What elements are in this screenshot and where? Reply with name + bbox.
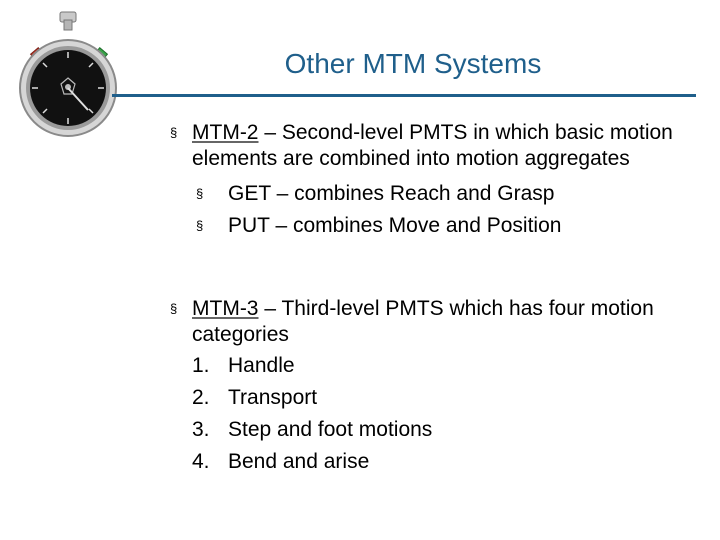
sub-marker: § bbox=[196, 186, 204, 201]
bullet-text bbox=[192, 120, 690, 172]
numbered-item-text: Transport bbox=[228, 386, 318, 409]
title-divider bbox=[112, 94, 696, 97]
sub-list bbox=[192, 178, 690, 242]
bullet-term: MTM-3 bbox=[192, 297, 259, 320]
numbered-item-text: Step and foot motions bbox=[228, 418, 433, 441]
bullet-description: – Second-level PMTS in which basic motion elements are combined into motion aggregates bbox=[192, 121, 673, 170]
number-marker: 1. bbox=[192, 354, 210, 377]
bullet-marker: § bbox=[170, 125, 178, 140]
stopwatch-icon bbox=[14, 10, 126, 140]
bullet-mtm-2 bbox=[150, 120, 690, 242]
numbered-list bbox=[192, 350, 690, 478]
numbered-item-step-foot bbox=[192, 414, 690, 446]
bullet-mtm-3 bbox=[150, 296, 690, 478]
sub-item-text: GET – combines Reach and Grasp bbox=[228, 182, 555, 205]
bullet-text bbox=[192, 296, 690, 348]
sub-marker: § bbox=[196, 218, 204, 233]
sub-item-get bbox=[192, 178, 690, 210]
sub-item-text: PUT – combines Move and Position bbox=[228, 214, 562, 237]
bullet-term: MTM-2 bbox=[192, 121, 259, 144]
number-marker: 3. bbox=[192, 418, 210, 441]
numbered-item-bend-arise bbox=[192, 446, 690, 478]
numbered-item-handle bbox=[192, 350, 690, 382]
number-marker: 2. bbox=[192, 386, 210, 409]
sub-item-put bbox=[192, 210, 690, 242]
number-marker: 4. bbox=[192, 450, 210, 473]
bullet-marker: § bbox=[170, 301, 178, 316]
slide-title: Other MTM Systems bbox=[284, 48, 542, 79]
numbered-item-transport bbox=[192, 382, 690, 414]
numbered-item-text: Handle bbox=[228, 354, 295, 377]
numbered-item-text: Bend and arise bbox=[228, 450, 370, 473]
bullet-description: – Third-level PMTS which has four motion categories bbox=[192, 297, 654, 346]
